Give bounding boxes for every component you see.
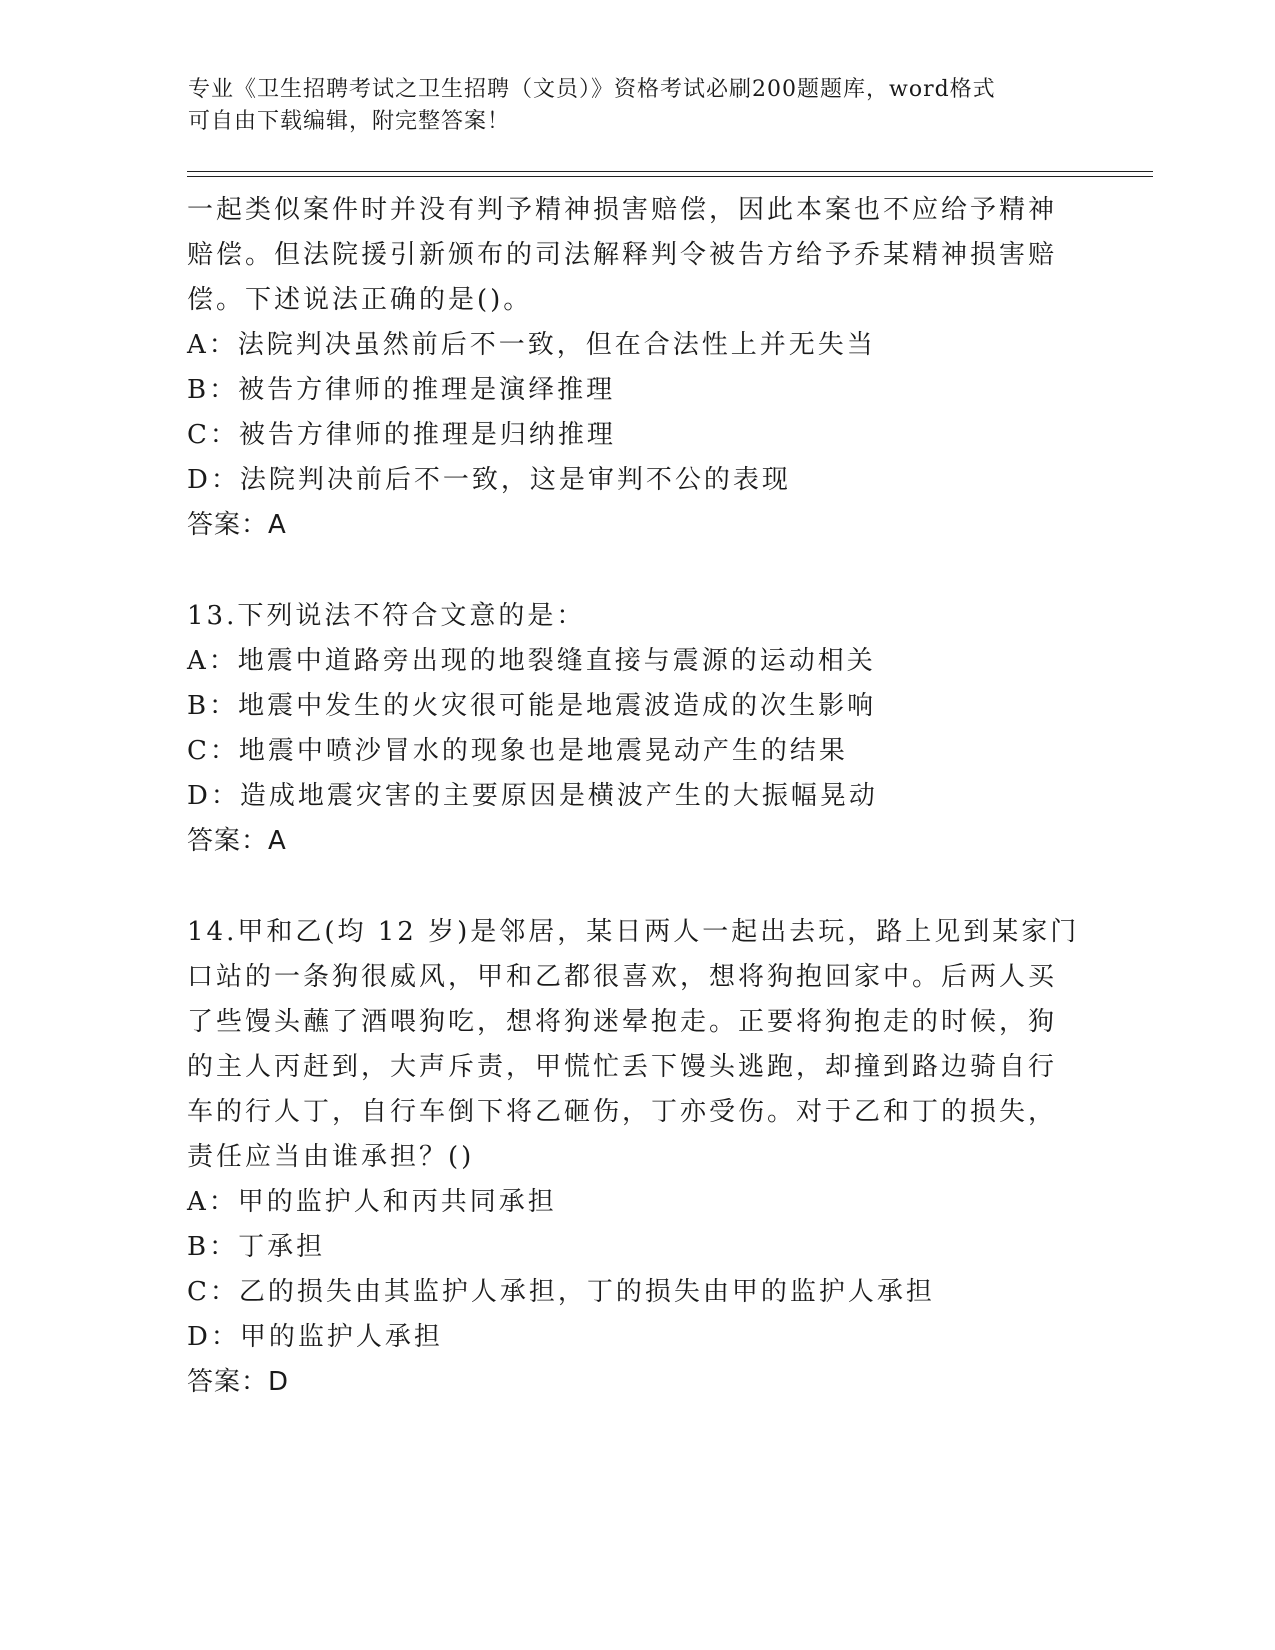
question-14 [187,910,1080,1405]
question-stem-line: 一起类似案件时并没有判予精神损害赔偿，因此本案也不应给予精神 [187,195,1058,225]
header-line-1: 专业《卫生招聘考试之卫生招聘（文员）》资格考试必刷200题题库，word格式 [188,77,996,102]
question-stem-line: 的主人丙赶到，大声斥责，甲慌忙丢下馒头逃跑，却撞到路边骑自行 [187,1052,1058,1082]
spacer [187,864,1067,910]
question-12 [187,188,1067,548]
question-stem-line: 了些馒头蘸了酒喂狗吃，想将狗迷晕抱走。正要将狗抱走的时候，狗 [187,1007,1058,1037]
option-c: C：地震中喷沙冒水的现象也是地震晃动产生的结果 [187,736,848,766]
option-b: B：被告方律师的推理是演绎推理 [187,375,616,405]
question-stem-line: 赔偿。但法院援引新颁布的司法解释判令被告方给予乔某精神损害赔 [187,240,1058,270]
question-stem-line: 车的行人丁，自行车倒下将乙砸伤，丁亦受伤。对于乙和丁的损失， [187,1097,1058,1127]
option-b: B：丁承担 [187,1232,326,1262]
answer: 答案：D [187,1367,290,1397]
option-b: B：地震中发生的火灾很可能是地震波造成的次生影响 [187,691,877,721]
question-stem-line: 14.甲和乙(均 12 岁)是邻居，某日两人一起出去玩，路上见到某家门 [187,917,1080,947]
question-stem-line: 13.下列说法不符合文意的是： [187,601,586,631]
option-c: C：乙的损失由其监护人承担，丁的损失由甲的监护人承担 [187,1277,935,1307]
question-13 [187,594,1067,864]
spacer [187,548,1067,594]
answer: 答案：A [187,510,287,540]
header-rule-top [187,171,1153,172]
header-line-2: 可自由下载编辑，附完整答案！ [188,109,511,134]
option-d: D：法院判决前后不一致，这是审判不公的表现 [187,465,791,495]
document-body [187,188,1080,1405]
question-stem-line: 偿。下述说法正确的是()。 [187,285,533,315]
option-d: D：甲的监护人承担 [187,1322,443,1352]
option-a: A：甲的监护人和丙共同承担 [187,1187,557,1217]
header-rule-bottom [187,176,1153,177]
question-stem-line: 责任应当由谁承担？() [187,1142,475,1172]
answer: 答案：A [187,826,287,856]
option-a: A：法院判决虽然前后不一致，但在合法性上并无失当 [187,330,876,360]
option-a: A：地震中道路旁出现的地裂缝直接与震源的运动相关 [187,646,876,676]
option-c: C：被告方律师的推理是归纳推理 [187,420,616,450]
option-d: D：造成地震灾害的主要原因是横波产生的大振幅晃动 [187,781,878,811]
document-header [188,74,1068,138]
question-stem-line: 口站的一条狗很威风，甲和乙都很喜欢，想将狗抱回家中。后两人买 [187,962,1058,992]
